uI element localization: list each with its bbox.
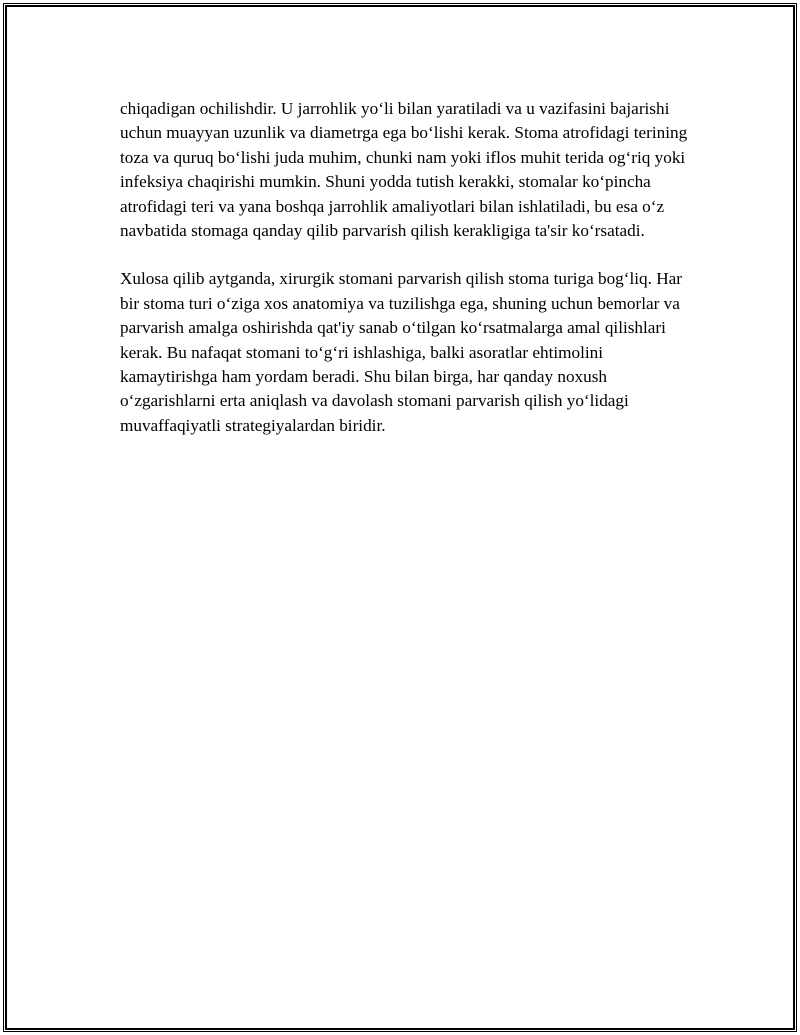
paragraph-conclusion: Xulosa qilib aytganda, xirurgik stomani parvarish qilish stoma turiga bog‘liq. Har bir stoma turi o‘ziga xos anatomiya va tuzilishga ega, shuning uchun bemorlar va parvarish amalga oshirishda qat'iy sanab o‘tilgan ko‘rsatmalarga amal qilishlari kerak. Bu nafaqat stomani to‘g‘ri ishlashiga, balki asoratlar ehtimolini kamaytirishga ham yordam beradi. Shu bilan birga, har qanday noxush o‘zgarishlarni erta aniqlash va davolash stomani parvarish qilish yo‘lidagi muvaffaqiyatli strategiyalardan biridir. — [120, 269, 683, 435]
paragraph-stoma-description: chiqadigan ochilishdir. U jarrohlik yo‘li bilan yaratiladi va u vazifasini bajarishi uchun muayyan uzunlik va diametrga ega bo‘lishi kerak. Stoma atrofidagi terining toza va quruq bo‘lishi juda muhim, chunki nam yoki iflos muhit terida og‘riq yoki infeksiya chaqirishi mumkin. Shuni yodda tutish kerakki, stomalar ko‘pincha atrofidagi teri va yana boshqa jarrohlik amaliyotlari bilan ishlatiladi, bu esa o‘z navbatida stomaga qanday qilib parvarish qilish kerakligiga ta'sir ko‘rsatadi. — [120, 99, 688, 241]
document-body — [120, 97, 700, 462]
document-page — [3, 3, 797, 1032]
